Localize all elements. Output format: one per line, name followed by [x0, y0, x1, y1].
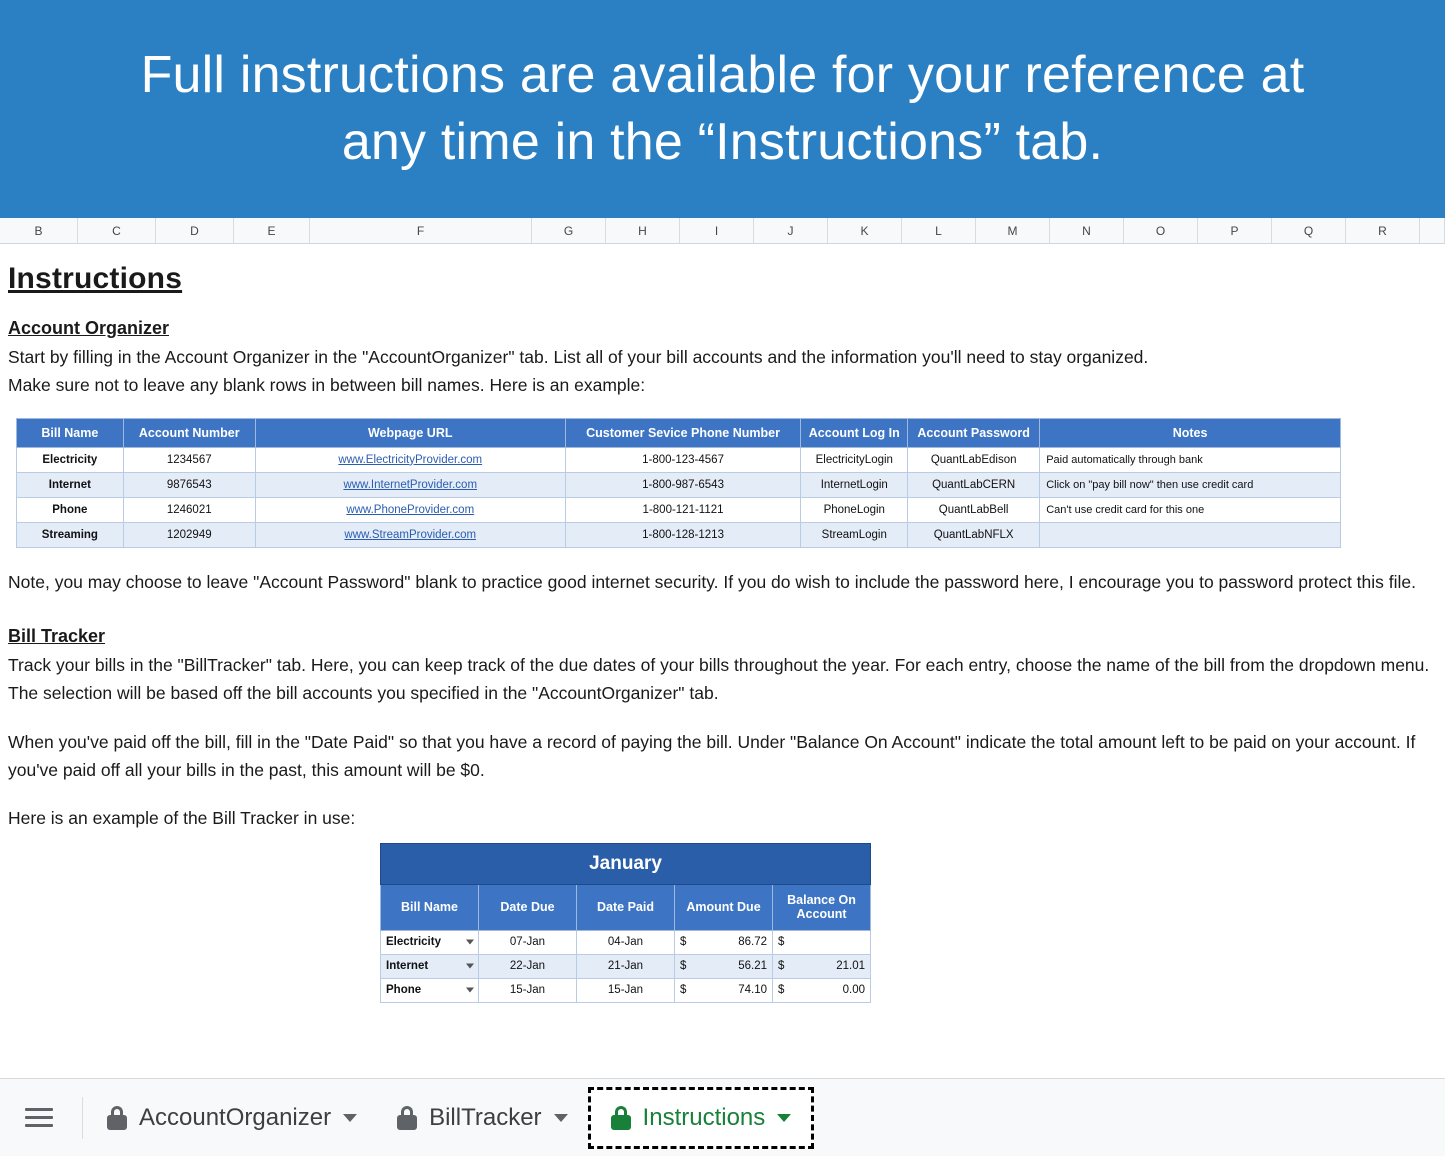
cell-account-password: QuantLabBell — [908, 497, 1040, 522]
column-header-j[interactable]: J — [754, 218, 828, 243]
link-webpage-url[interactable]: www.InternetProvider.com — [343, 478, 478, 491]
cell-account-number: 1234567 — [123, 447, 255, 472]
cell-phone-number: 1-800-121-1121 — [565, 497, 801, 522]
cell-bt-amount-due — [675, 930, 773, 954]
table-header-row — [17, 418, 1341, 447]
cell-bt-balance — [773, 954, 871, 978]
table-row — [17, 472, 1341, 497]
password-note-paragraph: Note, you may choose to leave "Account Password" blank to practice good internet security. If you do wish to include the password here, I encourage you to password protect this file. — [8, 571, 1416, 592]
bill-tracker-month: January — [381, 843, 871, 884]
th-webpage-url: Webpage URL — [255, 418, 565, 447]
cell-bill-name: Electricity — [17, 447, 124, 472]
tab-billtracker[interactable] — [377, 1087, 587, 1149]
column-header-b[interactable]: B — [0, 218, 78, 243]
amount-due-symbol: $ — [680, 984, 687, 996]
tab-instructions[interactable] — [588, 1087, 815, 1149]
cell-bill-name: Streaming — [17, 522, 124, 547]
spreadsheet-area — [0, 218, 1445, 1078]
cell-bill-name: Internet — [17, 472, 124, 497]
table-row — [17, 447, 1341, 472]
table-row — [381, 978, 871, 1002]
sheet-content — [0, 244, 1445, 1003]
table-row — [17, 497, 1341, 522]
column-header-row — [0, 218, 1445, 244]
bill-tracker-example-table — [380, 843, 871, 1003]
cell-bt-bill-name-text: Electricity — [386, 936, 441, 948]
table-row — [381, 954, 871, 978]
cell-bill-name: Phone — [17, 497, 124, 522]
chevron-down-icon[interactable] — [466, 988, 474, 993]
column-header-d[interactable]: D — [156, 218, 234, 243]
account-organizer-example-table — [16, 418, 1341, 548]
cell-account-number: 1246021 — [123, 497, 255, 522]
cell-bt-bill-name-text: Internet — [386, 960, 429, 972]
th-account-password: Account Password — [908, 418, 1040, 447]
balance-symbol: $ — [778, 984, 785, 996]
th-bt-bill-name: Bill Name — [381, 884, 479, 930]
bill-tracker-paragraph-1: Track your bills in the "BillTracker" tab. Here, you can keep track of the due dates of your bills throughout the year. For each entry, choose the name of the bill from the dropdown menu. The selection will be based off the bill accounts you specified in the "AccountOrganizer" tab. — [8, 655, 1430, 704]
amount-due-value: 74.10 — [738, 984, 767, 996]
bill-tracker-paragraph-2: When you've paid off the bill, fill in the "Date Paid" so that you have a record of paying the bill. Under "Balance On Account" indicate the total amount left to be paid on your account. If you've paid off all your bills in the past, this amount will be $0. — [8, 731, 1416, 781]
column-header-m[interactable]: M — [976, 218, 1050, 243]
content-fade — [0, 1052, 1445, 1078]
bill-tracker-paragraph-3: Here is an example of the Bill Tracker in use: — [8, 808, 356, 829]
section-heading-account-organizer: Account Organizer — [8, 318, 170, 338]
cell-account-password: QuantLabEdison — [908, 447, 1040, 472]
account-organizer-paragraph-1: Start by filling in the Account Organizer in the "AccountOrganizer" tab. List all of your bill accounts and the information you'll need to stay organized. — [8, 347, 1149, 367]
column-header-o[interactable]: O — [1124, 218, 1198, 243]
chevron-down-icon[interactable] — [554, 1114, 568, 1122]
sheet-tab-bar — [0, 1078, 1445, 1156]
chevron-down-icon[interactable] — [777, 1114, 791, 1122]
page-title: Instructions — [8, 262, 183, 295]
chevron-down-icon[interactable] — [466, 940, 474, 945]
cell-bt-amount-due — [675, 978, 773, 1002]
cell-bt-bill-name[interactable] — [381, 978, 479, 1002]
th-phone-number: Customer Sevice Phone Number — [565, 418, 801, 447]
amount-due-value: 86.72 — [738, 936, 767, 948]
column-header-l[interactable]: L — [902, 218, 976, 243]
column-header-h[interactable]: H — [606, 218, 680, 243]
column-header-f[interactable]: F — [310, 218, 532, 243]
cell-notes — [1040, 522, 1341, 547]
cell-bt-date-due: 22-Jan — [479, 954, 577, 978]
amount-due-symbol: $ — [680, 936, 687, 948]
banner-line-2: any time in the “Instructions” tab. — [341, 113, 1104, 171]
balance-symbol: $ — [778, 936, 785, 948]
column-header-n[interactable]: N — [1050, 218, 1124, 243]
cell-bt-balance — [773, 978, 871, 1002]
cell-notes: Click on "pay bill now" then use credit card — [1040, 472, 1341, 497]
cell-bt-bill-name-text: Phone — [386, 984, 422, 996]
chevron-down-icon[interactable] — [343, 1114, 357, 1122]
hamburger-icon — [25, 1103, 53, 1132]
tab-instructions-label: Instructions — [642, 1103, 766, 1131]
cell-notes: Paid automatically through bank — [1040, 447, 1341, 472]
cell-webpage-url[interactable] — [255, 522, 565, 547]
cell-bt-date-due: 07-Jan — [479, 930, 577, 954]
cell-account-number: 1202949 — [123, 522, 255, 547]
bill-tracker-example-wrapper — [380, 843, 870, 1003]
cell-account-number: 9876543 — [123, 472, 255, 497]
cell-bt-bill-name[interactable] — [381, 930, 479, 954]
cell-webpage-url[interactable] — [255, 472, 565, 497]
th-bt-date-paid: Date Paid — [577, 884, 675, 930]
table-row — [17, 522, 1341, 547]
column-header-p[interactable]: P — [1198, 218, 1272, 243]
cell-webpage-url[interactable] — [255, 497, 565, 522]
cell-bt-date-paid: 04-Jan — [577, 930, 675, 954]
column-header-r[interactable]: R — [1346, 218, 1420, 243]
balance-value: 0.00 — [842, 984, 866, 996]
cell-account-password: QuantLabNFLX — [908, 522, 1040, 547]
cell-account-login: ElectricityLogin — [801, 447, 908, 472]
cell-phone-number: 1-800-123-4567 — [565, 447, 801, 472]
section-heading-bill-tracker: Bill Tracker — [8, 626, 106, 647]
cell-account-login: PhoneLogin — [801, 497, 908, 522]
column-header-k[interactable]: K — [828, 218, 902, 243]
bill-tracker-month-row — [381, 843, 871, 884]
account-organizer-paragraph-2: Make sure not to leave any blank rows in between bill names. Here is an example: — [8, 375, 646, 396]
balance-symbol: $ — [778, 960, 785, 972]
section-account-organizer — [8, 318, 1445, 548]
column-header-e[interactable]: E — [234, 218, 310, 243]
link-webpage-url[interactable]: www.ElectricityProvider.com — [338, 453, 483, 466]
balance-value: 21.01 — [836, 960, 866, 972]
link-webpage-url[interactable]: www.PhoneProvider.com — [346, 503, 475, 516]
th-account-number: Account Number — [123, 418, 255, 447]
cell-bt-balance — [773, 930, 871, 954]
cell-account-password: QuantLabCERN — [908, 472, 1040, 497]
th-bt-date-due: Date Due — [479, 884, 577, 930]
tab-divider — [82, 1097, 83, 1139]
link-webpage-url[interactable]: www.StreamProvider.com — [344, 528, 477, 541]
column-header-g[interactable]: G — [532, 218, 606, 243]
amount-due-symbol: $ — [680, 960, 687, 972]
banner-text — [141, 42, 1305, 175]
cell-phone-number: 1-800-987-6543 — [565, 472, 801, 497]
column-header-q[interactable]: Q — [1272, 218, 1346, 243]
cell-bt-date-paid: 21-Jan — [577, 954, 675, 978]
th-bill-name: Bill Name — [17, 418, 124, 447]
cell-bt-date-paid: 15-Jan — [577, 978, 675, 1002]
tab-billtracker-label: BillTracker — [429, 1103, 542, 1131]
table-row — [381, 930, 871, 954]
th-bt-balance: Balance On Account — [773, 884, 871, 930]
th-account-login: Account Log In — [801, 418, 908, 447]
column-header-i[interactable]: I — [680, 218, 754, 243]
amount-due-value: 56.21 — [738, 960, 767, 972]
tab-accountorganizer[interactable] — [87, 1087, 377, 1149]
banner-line-1: Full instructions are available for your reference at — [140, 46, 1305, 105]
all-sheets-button[interactable] — [0, 1079, 78, 1157]
cell-phone-number: 1-800-128-1213 — [565, 522, 801, 547]
lock-icon — [107, 1106, 127, 1130]
cell-account-login: InternetLogin — [801, 472, 908, 497]
cell-notes: Can't use credit card for this one — [1040, 497, 1341, 522]
th-notes: Notes — [1040, 418, 1341, 447]
cell-bt-amount-due — [675, 954, 773, 978]
instruction-banner — [0, 0, 1445, 218]
cell-account-login: StreamLogin — [801, 522, 908, 547]
cell-webpage-url[interactable] — [255, 447, 565, 472]
lock-icon — [397, 1106, 417, 1130]
bill-tracker-header-row — [381, 884, 871, 930]
column-header-overflow[interactable] — [1420, 218, 1445, 243]
th-bt-amount-due: Amount Due — [675, 884, 773, 930]
cell-bt-bill-name[interactable] — [381, 954, 479, 978]
column-header-c[interactable]: C — [78, 218, 156, 243]
lock-icon — [611, 1106, 631, 1130]
chevron-down-icon[interactable] — [466, 964, 474, 969]
tab-accountorganizer-label: AccountOrganizer — [139, 1103, 332, 1131]
cell-bt-date-due: 15-Jan — [479, 978, 577, 1002]
